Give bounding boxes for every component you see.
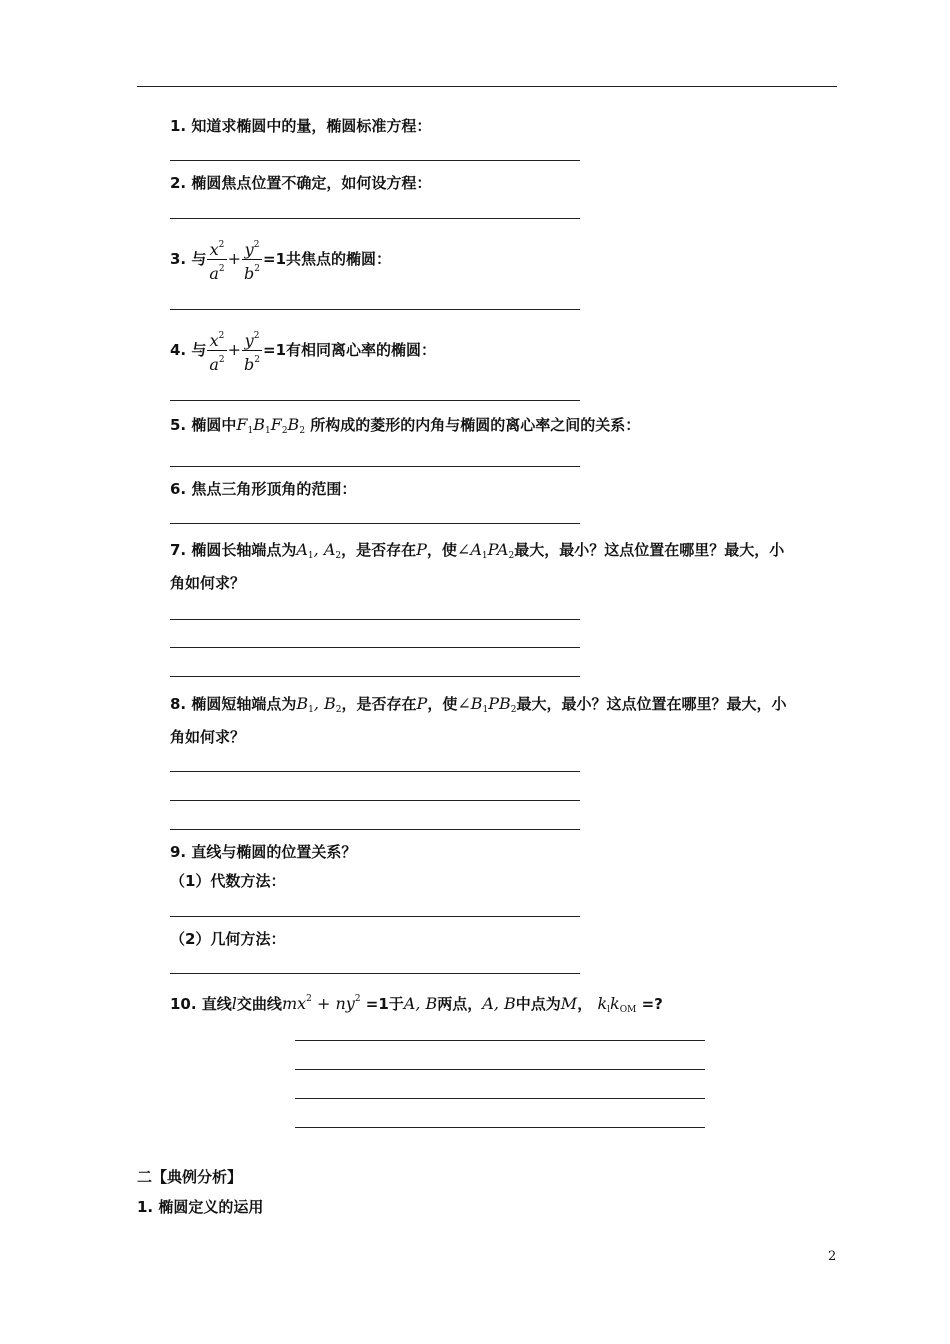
question-3-prefix: 3. 与 [170,250,207,268]
answer-blank-9a [170,916,580,917]
question-6: 6. 焦点三角形顶角的范围： [170,480,357,498]
answer-blank-7c [170,676,580,677]
question-4-suffix: =1有相同离心率的椭圆： [263,341,437,359]
question-7-part-d: 最大，最小？这点位置在哪里？最大，小 [514,541,785,559]
answer-blank-7a [170,619,580,620]
question-9: 9. 直线与椭圆的位置关系？ [170,843,357,861]
answer-blank-5 [170,466,580,467]
question-10-part-e: 中点为 [515,995,561,1013]
section-subheading: 1. 椭圆定义的运用 [137,1198,264,1216]
question-8-part-a: 8. 椭圆短轴端点为 [170,695,297,713]
question-4: 4. 与 $\frac{x^2}{a^2}$ + $\frac{y^2}{b^2}$ =1有相同离心率的椭圆： [170,327,436,374]
question-10-part-b: 交曲线 [236,995,282,1013]
question-7-line-2: 角如何求？ [170,574,246,592]
formula-y2-over-b2: $\frac{y^2}{b^2}$ [244,331,261,374]
question-9-part-1: （1）代数方法： [170,872,286,890]
answer-blank-10b [295,1069,705,1070]
answer-blank-3 [170,309,580,310]
question-10-part-d: 两点， [437,995,483,1013]
question-8 [170,694,787,720]
question-3: 3. 与 $\frac{x^2}{a^2}$ + $\frac{y^2}{b^2}$ =1共焦点的椭圆： [170,236,391,283]
formula-p: P [416,540,427,559]
answer-blank-2 [170,218,580,219]
answer-blank-9b [170,973,580,974]
question-7-part-a: 7. 椭圆长轴端点为 [170,541,297,559]
question-3-suffix: =1共焦点的椭圆： [263,250,392,268]
formula-p: P [416,694,428,713]
question-2: 2. 椭圆焦点位置不确定，如何设方程： [170,174,432,192]
answer-blank-10c [295,1098,705,1099]
question-10-part-a: 10. 直线 [170,995,232,1013]
answer-blank-10d [295,1127,705,1128]
answer-blank-10a [295,1040,705,1041]
section-heading: 二【典例分析】 [137,1168,243,1186]
question-10 [170,989,663,1020]
answer-blank-8b [170,800,580,801]
answer-blank-6 [170,523,580,524]
answer-blank-4 [170,400,580,401]
formula-y2-over-b2: $\frac{y^2}{b^2}$ [244,240,261,283]
formula-mx2-ny2: $mx^2 + ny^2$ [281,994,361,1013]
answer-blank-7b [170,647,580,648]
formula-a-b: A, B [403,994,438,1013]
question-8-part-d: 最大，最小？这点位置在哪里？最大，小 [516,695,787,713]
formula-angle-b1pb2: $\angle B_1PB_2$ [457,694,517,715]
question-10-part-f: ， [577,995,593,1013]
header-rule [137,86,837,87]
question-7 [170,540,784,566]
question-5 [170,415,640,441]
formula-f1b1f2b2: $F_1B_1F_2B_2$ [236,415,306,436]
formula-m: M [560,994,578,1013]
question-10-part-c: =1于 [365,995,404,1013]
formula-kl-kom: $k_lk_{OM}$ [597,994,637,1015]
question-8-part-b: ，是否存在 [341,695,417,713]
question-5-prefix: 5. 椭圆中 [170,416,237,434]
answer-blank-8c [170,829,580,830]
question-4-prefix: 4. 与 [170,341,207,359]
question-8-line-2: 角如何求？ [170,728,246,746]
formula-b1-b2: $B_1$, $B_2$ [296,694,342,715]
page-number: 2 [828,1249,837,1264]
formula-x2-over-a2: $\frac{x^2}{a^2}$ [209,240,225,283]
question-7-part-b: ，是否存在 [341,541,417,559]
formula-angle-a1pa2: $\angle A_1PA_2$ [456,540,515,561]
question-9-part-2: （2）几何方法： [170,930,286,948]
answer-blank-8a [170,771,580,772]
question-10-part-g: =? [641,995,663,1013]
formula-a1-a2: $A_1$, $A_2$ [296,540,342,561]
formula-x2-over-a2: $\frac{x^2}{a^2}$ [209,331,225,374]
answer-blank-1 [170,160,580,161]
question-8-part-c: ，使 [427,695,458,713]
formula-a-b-2: A, B [482,994,516,1013]
question-1: 1. 知道求椭圆中的量，椭圆标准方程： [170,117,432,135]
question-5-suffix: 所构成的菱形的内角与椭圆的离心率之间的关系： [310,416,641,434]
formula-l: l [231,994,237,1013]
question-7-part-c: ，使 [426,541,457,559]
